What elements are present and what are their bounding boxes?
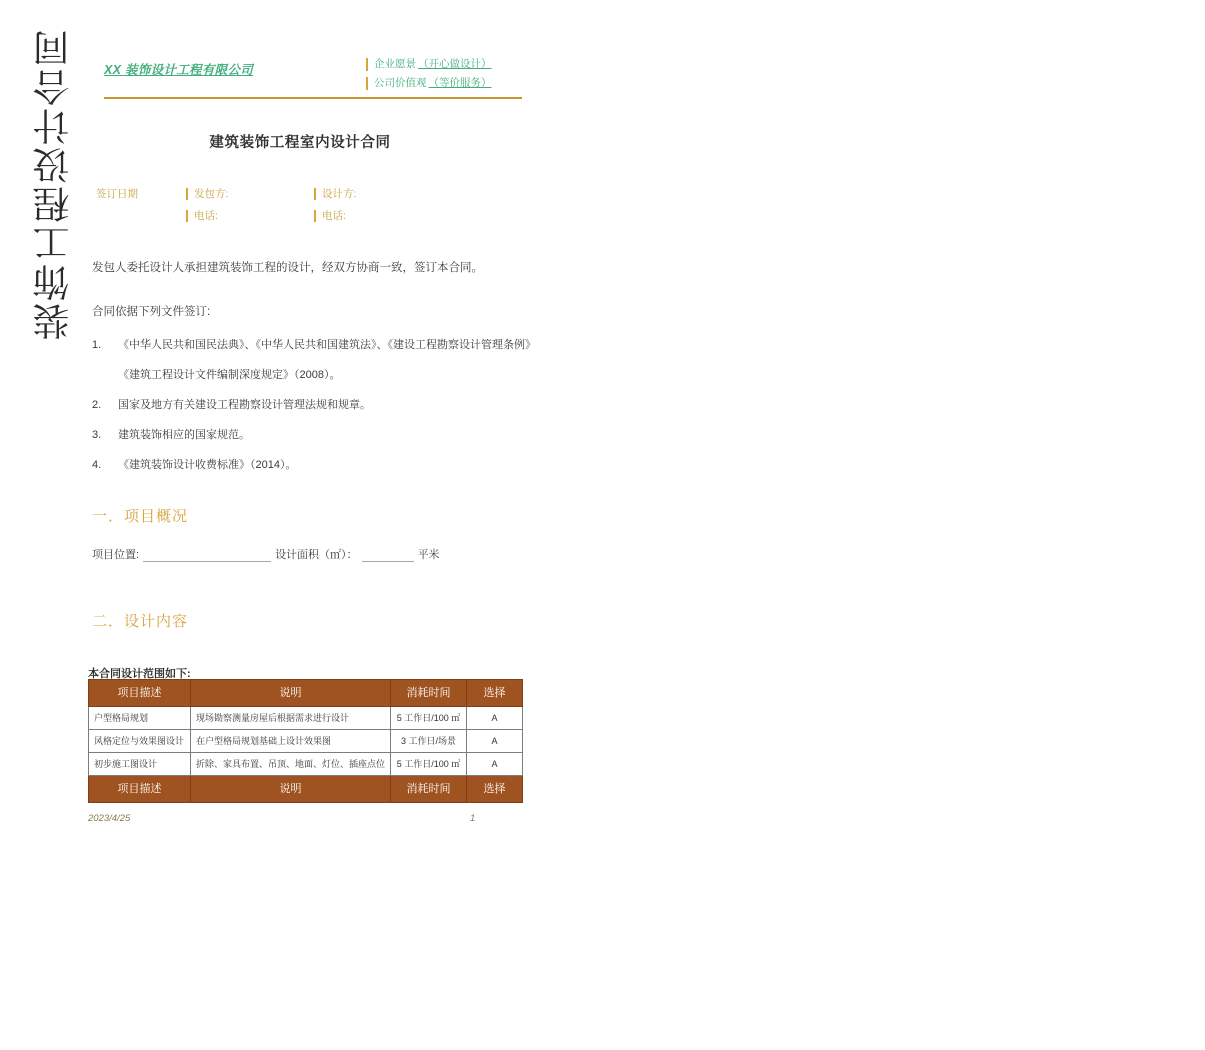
parties-block — [96, 183, 516, 227]
list-item — [92, 390, 532, 420]
list-item-number: 4. — [92, 459, 102, 471]
cell-select: A — [467, 753, 523, 776]
intro-paragraph: 发包人委托设计人承担建筑装饰工程的设计，经双方协商一致，签订本合同。 — [92, 262, 483, 274]
list-item-text: 《中华人民共和国民法典》、《中华人民共和国建筑法》、《建设工程勘察设计管理条例》 — [118, 339, 536, 351]
table-header-row — [89, 680, 523, 707]
page-1 — [0, 0, 600, 852]
client-phone-label: 电话: — [186, 205, 314, 227]
basis-list — [92, 330, 536, 480]
client-label: 发包方: — [186, 183, 314, 205]
header-divider — [104, 97, 522, 99]
cell-select: A — [467, 707, 523, 730]
cell-time: 5 工作日/100 ㎡ — [391, 707, 467, 730]
table-row — [89, 753, 523, 776]
column-header-desc: 项目描述 — [89, 680, 191, 707]
list-item-number: 2. — [92, 399, 102, 411]
list-item-number: 1. — [92, 339, 102, 351]
designer-phone-label: 电话: — [314, 205, 442, 227]
list-item-continuation: 《建筑工程设计文件编制深度规定》（2008）。 — [118, 369, 341, 381]
area-input[interactable] — [362, 548, 414, 562]
list-item-text: 《建筑装饰设计收费标准》（2014）。 — [118, 459, 297, 471]
slogan-vision-value: （开心做设计） — [418, 58, 492, 70]
list-item — [92, 420, 532, 450]
cell-select: A — [467, 730, 523, 753]
area-unit: 平米 — [417, 549, 440, 561]
location-input[interactable] — [143, 548, 271, 562]
slogan-row-values — [366, 74, 566, 93]
footer-note: 说明 — [191, 776, 391, 803]
slogan-block — [366, 55, 566, 93]
list-item-text: 建筑装饰相应的国家规范。 — [118, 429, 250, 441]
spacer — [164, 183, 186, 205]
cell-time: 3 工作日/场景 — [391, 730, 467, 753]
table-row — [89, 730, 523, 753]
slogan-values-label: 公司价值观 — [374, 77, 427, 89]
scope-table — [88, 679, 523, 803]
slogan-values-value: （等价服务） — [428, 77, 492, 89]
footer-select: 选择 — [467, 776, 523, 803]
parties-row-1 — [96, 183, 516, 205]
spacer-3 — [164, 205, 186, 227]
cell-note: 现场勘察测量房屋后根据需求进行设计 — [191, 707, 391, 730]
list-item — [92, 450, 532, 480]
column-header-select: 选择 — [467, 680, 523, 707]
spine-title — [30, 28, 78, 348]
sign-date-label: 签订日期 — [96, 188, 138, 200]
basis-lead: 合同依据下列文件签订: — [92, 306, 211, 318]
list-item-text: 国家及地方有关建设工程勘察设计管理法规和规章。 — [118, 399, 371, 411]
list-item-number: 3. — [92, 429, 102, 441]
section-heading-design-content: 二．设计内容 — [92, 613, 189, 630]
project-overview-fields — [92, 546, 440, 562]
table-row — [89, 707, 523, 730]
page-2 — [605, 0, 1205, 852]
page-footer-number: 1 — [470, 813, 476, 824]
designer-label: 设计方: — [314, 183, 442, 205]
scope-lead-text: 本合同设计范围如下: — [88, 668, 191, 680]
footer-time: 消耗时间 — [391, 776, 467, 803]
column-header-time: 消耗时间 — [391, 680, 467, 707]
cell-note: 折除、家具布置、吊顶、地面、灯位、插座点位 — [191, 753, 391, 776]
company-name: XX 装饰设计工程有限公司 — [104, 63, 254, 77]
slogan-row-vision — [366, 55, 566, 74]
list-item — [92, 330, 536, 390]
cell-desc: 风格定位与效果图设计 — [89, 730, 191, 753]
page-title: 建筑装饰工程室内设计合同 — [209, 135, 391, 151]
location-label: 项目位置: — [92, 549, 140, 561]
cell-desc: 户型格局规划 — [89, 707, 191, 730]
slogan-vision-label: 企业愿景 — [374, 58, 416, 70]
page-footer-date: 2023/4/25 — [88, 813, 131, 824]
spine-title-text: 装饰工程设计合同 — [32, 28, 76, 340]
cell-time: 5 工作日/100 ㎡ — [391, 753, 467, 776]
section-heading-project-overview: 一．项目概况 — [92, 508, 189, 525]
table-footer-row — [89, 776, 523, 803]
footer-desc: 项目描述 — [89, 776, 191, 803]
cell-desc: 初步施工图设计 — [89, 753, 191, 776]
column-header-note: 说明 — [191, 680, 391, 707]
parties-row-2 — [96, 205, 516, 227]
spacer-2 — [96, 205, 164, 227]
cell-note: 在户型格局规划基础上设计效果图 — [191, 730, 391, 753]
area-label: 设计面积（㎡）： — [275, 549, 358, 561]
